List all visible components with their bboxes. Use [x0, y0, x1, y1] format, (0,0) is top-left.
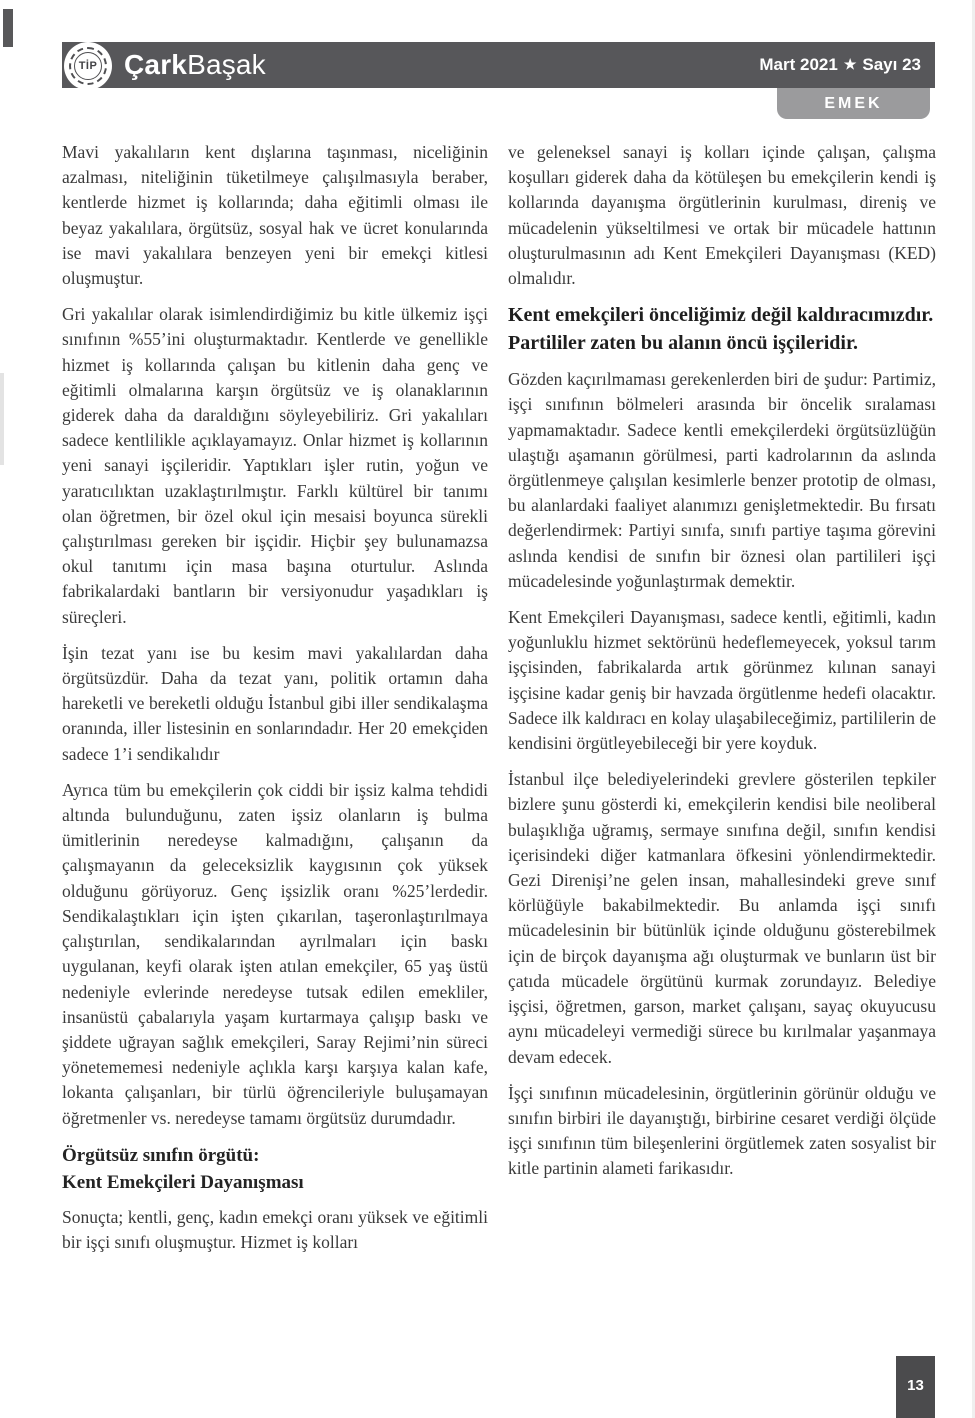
subheading-line: Kent Emekçileri Dayanışması — [62, 1171, 304, 1193]
star-icon: ★ — [843, 55, 857, 72]
masthead-bar — [62, 42, 935, 88]
paragraph: Kent Emekçileri Dayanışması, sadece kentli, eğitimli, kadın yoğunluklu hizmet sektörünü hedeflemeyecek, yoksul tarım işçisinden, fabrikalarda artık görünmez kılınan sanayi işçisine kadar geniş bir havzada örgütlenme hedefi olacaktır. Sadece ilk kaldıracı en kolay ulaşabileceğimiz, partililerin de kendisini örgütleyebileceği bir yere koyduk. — [508, 607, 936, 754]
section-tag-emek: EMEK — [777, 88, 930, 119]
subheading-right: Kent emekçileri önceliğimiz değil kaldıracımızdır. Partililer zaten bu alanın öncü işçileridir. — [508, 304, 934, 354]
tip-party-logo-icon — [64, 42, 112, 90]
paragraph: ve geleneksel sanayi iş kolları içinde çalışan, çalışma koşulları giderek daha da kötüleşen bu emekçilerin kendi iş kollarında dayanışma örgütlerinin kurulması, direniş ve mücadelenin yükseltilmesi ve ortak bir mücadele hattının oluşturulmasının adı Kent Emekçileri Dayanışması (KED) olmalıdır. — [508, 142, 936, 289]
paragraph: Mavi yakalıların kent dışlarına taşınması, niceliğinin azalması, niteliğinin tüketilmeye çalışılmasıyla beraber, kentlerde hizmet iş kollarında; daha eğitimli olması ile beyaz yakalılara, örgütsüz, sosyal hak ve ücret konularında ise mavi yakalılara benzeyen yeni bir emekçi kitlesi oluşmuştur. — [62, 142, 488, 289]
article-column-left — [62, 140, 488, 1266]
issue-number: Sayı 23 — [862, 55, 921, 74]
magazine-title-regular: Başak — [187, 49, 266, 80]
magazine-title — [124, 51, 266, 79]
logo-wreath-ring — [69, 47, 107, 85]
paragraph: Ayrıca tüm bu emekçilerin çok ciddi bir işsiz kalma tehdidi altında bulunduğunu, zaten işsiz olanların iş bulma ümitlerinin neredeyse kalmadığını, çalışanın da çalışmayanın da geleceksizlik kaygısının çok yüksek olduğunu görüyoruz. Genç işsizlik oranı %25’lerdedir. Sendikalaştıkları için işten çıkarılan, taşeronlaştırılmaya çalıştırılan, sendikalarından ayrılmaları için baskı uygulanan, keyfi olarak işten atılan emekçiler, 65 yaş üstü nedeniyle evlerinde neredeyse tutsak edilen emekliler, insanüstü çabalarıyla yaşam kurtarmaya çalışıp baskı ve şiddete uğrayan sağlık emekçileri, Saray Rejimi’nin süreci yönetememesi nedeniyle açlıkla karşı karşıya kalan kafe, lokanta çalışanları, bir türlü öğrencileriyle buluşamayan öğretmenler vs. neredeyse tamamı örgütsüz durumdadır. — [62, 779, 488, 1128]
subheading-line: Örgütsüz sınıfın örgütü: — [62, 1144, 260, 1166]
paragraph: Gri yakalılar olarak isimlendirdiğimiz bu kitle ülkemiz işçi sınıfının %55’ini oluşturmaktadır. Kentlerde ve genellikle hizmet iş kollarında çalışan bu kitlenin daha genç ve eğitimli olmalarına karşın örgütsüz ve iş olanaklarının giderek daha da daraldığını söyleyebiliriz. Gri yakalıları sadece kentlilikle açıklayamayız. Onlar hizmet iş kollarının yeni sanayi işçileridir. Yaptıkları işler rutin, yoğun ve yaratıcılıktan uzaklaştırılmıştır. Farklı kültürel bir tanımı olan öğretmen, bir özel okul için mesaisi boyunca sürekli çalıştırılması gereken bir işçidir. Hiçbir şey bulunamazsa okul tanıtımı için masa başına oturtulur. Aslında fabrikalardaki bantların bir versiyonudur yaşadıkları iş süreçleri. — [62, 304, 488, 627]
subheading-left — [62, 1142, 488, 1196]
paragraph: Gözden kaçırılmaması gerekenlerden biri de şudur: Partimiz, işçi sınıfının bölmeleri arasında bir öncelik sıralaması yapmamaktadır. Sadece kentli emekçilerdeki örgütsüzlüğün ulaştığı aşamanın görülmesi, parti kadrolarının da aslında örgütlenmeye çalışılan kesimlerle benzer prototip de olması, bu alanlardaki faaliyet alanımızı genişletmektedir. Bu fırsatı değerlendirmek: Partiyi sınıfa, sınıfı partiye taşıma görevini aslında kendisi de sınıfın bir öznesi olan partilileri işçi mücadelesinde yoğunlaştırmak demektir. — [508, 369, 936, 591]
scan-edge-strip-left — [0, 373, 4, 465]
paragraph: Sonuçta; kentli, genç, kadın emekçi oranı yüksek ve eğitimli bir işçi sınıfı oluşmuştur. Hizmet iş kolları — [62, 1206, 488, 1252]
issue-month-year: Mart 2021 — [759, 55, 838, 74]
issue-info — [759, 55, 935, 75]
magazine-title-bold: Çark — [124, 49, 188, 80]
paragraph: İstanbul ilçe belediyelerindeki grevlere gösterilen tepkiler bizlere şunu gösterdi ki, emekçilerin kendisi bile neoliberal bulaşıklığa uğramış, sermaye sınıfına değil, sınıfın kendisi içerisindeki diğer katmanlara öfkesini yönlendirmektedir. Gezi Direnişi’ne gelen insan, mahallesindeki greve sınıf körlüğüyle bakabilmektedir. Bu anlamda işçi sınıfı mücadelesinin bir bütünlük içinde olduğunu gösterebilmek için de birçok dayanışma ağı oluşturmak ve bunların üst bir çatıda mücadele örgütünü kurmak zorundayız. Belediye işçisi, öğretmen, garson, market çalışanı, sayaç okuyucusu aynı mücadeleyi vermediği sürece bu kırılmalar yaşanmaya devam edecek. — [508, 769, 936, 1067]
scan-edge-mark — [3, 9, 13, 47]
paragraph: İşin tezat yanı ise bu kesim mavi yakalılardan daha örgütsüzdür. Daha da tezat yanı, politik ortamın daha hareketli ve bereketli olduğu İstanbul gibi iller sendikalaşma oranında, iller listesinin en sonlarındadır. Her 20 emekçiden sadece 1’i sendikalıdır — [62, 642, 488, 764]
page-number-badge: 13 — [896, 1356, 935, 1418]
logo-emblem-text: TİP — [74, 52, 102, 80]
paragraph: İşçi sınıfının mücadelesinin, örgütlerinin görünür olduğu ve sınıfın birbiri ile dayanıştığı, birbirine cesaret verdiği ölçüde işçi sınıfının tüm bileşenlerini örgütlemek zaten sosyalist bir kitle partinin alameti farikasıdır. — [508, 1082, 936, 1179]
article-column-right — [508, 140, 936, 1193]
